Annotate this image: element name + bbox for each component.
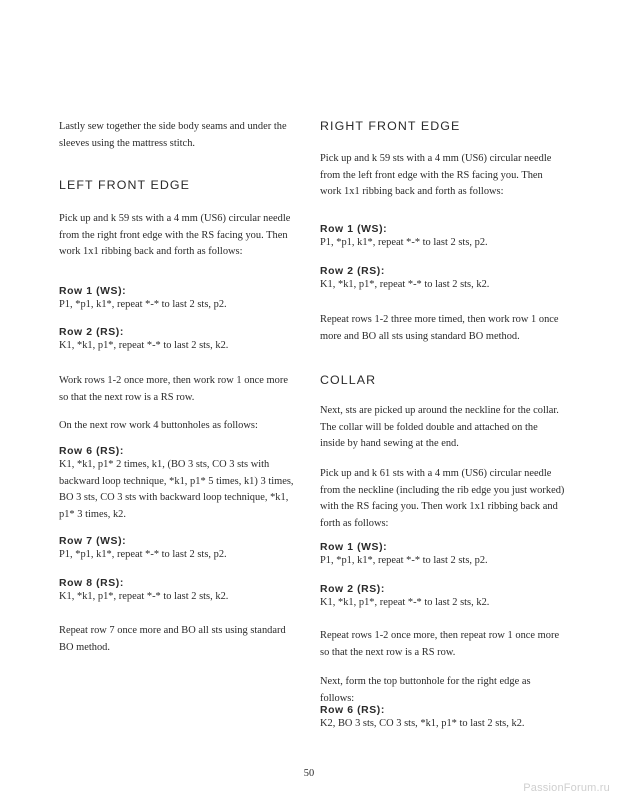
collar-heading: COLLAR: [320, 373, 377, 387]
left-row1-label: Row 1 (WS):: [59, 286, 127, 297]
left-front-edge-heading: LEFT FRONT EDGE: [59, 178, 191, 192]
right-row1-label: Row 1 (WS):: [320, 224, 388, 235]
right-row2-label: Row 2 (RS):: [320, 266, 385, 277]
left-repeat-paragraph: Repeat row 7 once more and BO all sts using standard BO method.: [59, 625, 286, 653]
left-row8-label: Row 8 (RS):: [59, 578, 124, 589]
left-row7-text: P1, *p1, k1*, repeat *-* to last 2 sts, p2.: [59, 549, 227, 560]
right-row2-text: K1, *k1, p1*, repeat *-* to last 2 sts, k2.: [320, 279, 490, 290]
collar-paragraph-3: Repeat rows 1-2 once more, then repeat row 1 once more so that the next row is a RS row.: [320, 630, 560, 658]
left-row1-text: P1, *p1, k1*, repeat *-* to last 2 sts, p2.: [59, 299, 227, 310]
watermark: PassionForum.ru: [523, 782, 610, 794]
left-row2-text: K1, *k1, p1*, repeat *-* to last 2 sts, k2.: [59, 340, 229, 351]
right-row1-text: P1, *p1, k1*, repeat *-* to last 2 sts, p2.: [320, 237, 488, 248]
collar-row6-text: K2, BO 3 sts, CO 3 sts, *k1, p1* to last 2 sts, k2.: [320, 718, 525, 729]
page-number: 50: [303, 768, 315, 779]
collar-row1-label: Row 1 (WS):: [320, 542, 388, 553]
left-row6-label: Row 6 (RS):: [59, 446, 124, 457]
collar-row1-text: P1, *p1, k1*, repeat *-* to last 2 sts, p2.: [320, 555, 488, 566]
left-row7-label: Row 7 (WS):: [59, 536, 127, 547]
collar-paragraph-1: Next, sts are picked up around the neckline for the collar. The collar will be folded double and attached on the inside by hand sewing at the end.: [320, 405, 559, 450]
collar-row2-label: Row 2 (RS):: [320, 584, 385, 595]
left-next-paragraph: On the next row work 4 buttonholes as follows:: [59, 420, 258, 431]
left-row8-text: K1, *k1, p1*, repeat *-* to last 2 sts, k2.: [59, 591, 229, 602]
left-work-paragraph: Work rows 1-2 once more, then work row 1 once more so that the next row is a RS row.: [59, 375, 288, 403]
collar-paragraph-4: Next, form the top buttonhole for the right edge as follows:: [320, 676, 531, 704]
right-repeat-paragraph: Repeat rows 1-2 three more timed, then work row 1 once more and BO all sts using standard BO method.: [320, 314, 559, 342]
right-front-edge-heading: RIGHT FRONT EDGE: [320, 119, 461, 133]
right-pickup-paragraph: Pick up and k 59 sts with a 4 mm (US6) circular needle from the left front edge with the RS facing you. Then work 1x1 ribbing back and forth as follows:: [320, 153, 552, 198]
collar-row6-label: Row 6 (RS):: [320, 705, 385, 716]
intro-paragraph: Lastly sew together the side body seams and under the sleeves using the mattress stitch.: [59, 121, 287, 149]
collar-paragraph-2: Pick up and k 61 sts with a 4 mm (US6) circular needle from the neckline (including the rib edge you just worked) with the RS facing you. Then work 1x1 ribbing back and forth as follows:: [320, 468, 565, 529]
collar-row2-text: K1, *k1, p1*, repeat *-* to last 2 sts, k2.: [320, 597, 490, 608]
left-row6-text: K1, *k1, p1* 2 times, k1, (BO 3 sts, CO 3 sts with backward loop technique, *k1, p1* 5 times, k1) 3 times, BO 3 sts, CO 3 sts with backward loop technique, *k1, p1* 3 times, k2.: [59, 459, 294, 520]
left-pickup-paragraph: Pick up and k 59 sts with a 4 mm (US6) circular needle from the right front edge with the RS facing you. Then work 1x1 ribbing back and forth as follows:: [59, 213, 291, 258]
left-row2-label: Row 2 (RS):: [59, 327, 124, 338]
